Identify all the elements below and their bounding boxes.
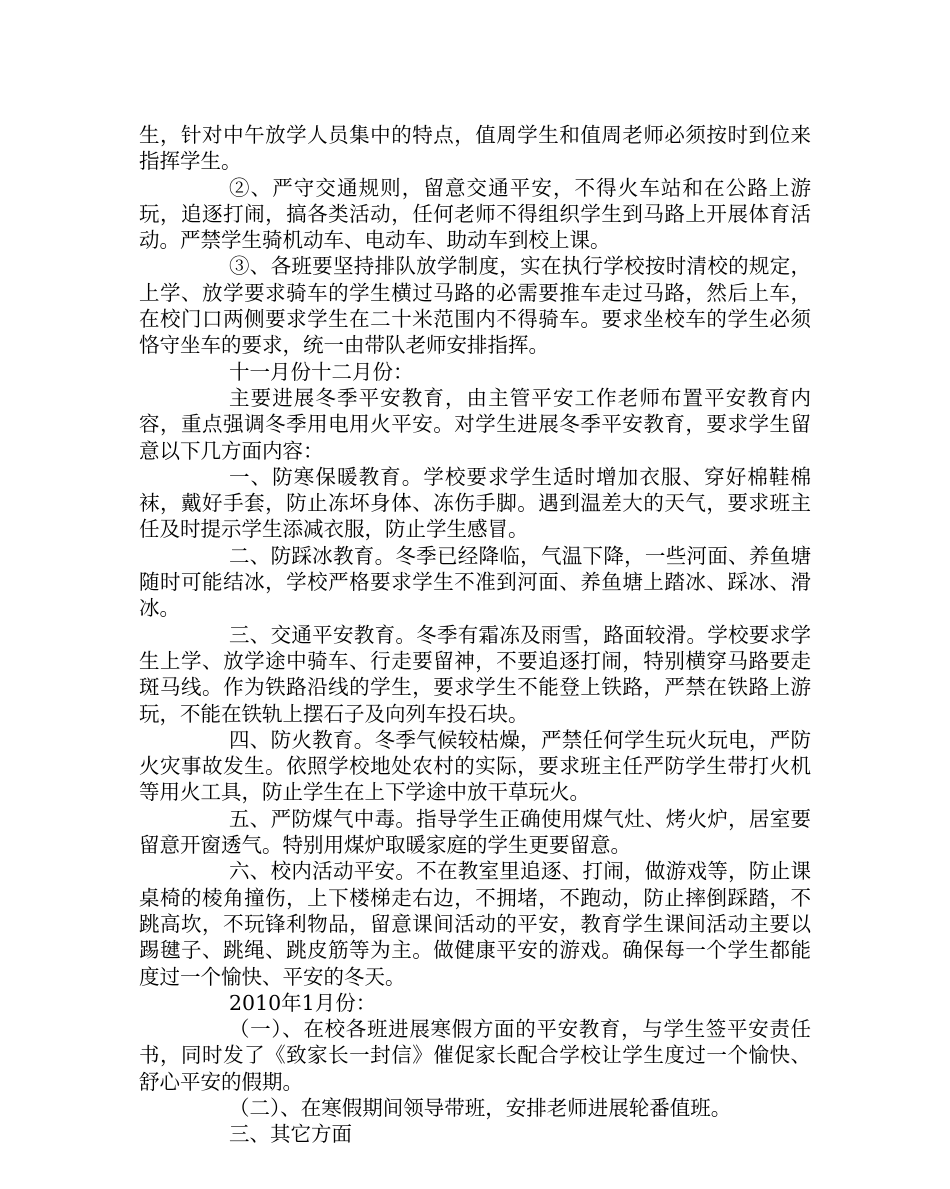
paragraph-queue-dismissal: ③、各班要坚持排队放学制度，实在执行学校按时清校的规定，上学、放学要求骑车的学生横过马路的必需要推车走过马路，然后上车，在校门口两侧要求学生在二十米范围内不得骑车。要求坐校车的学生必须恪守坐车的要求，统一由带队老师安排指挥。 bbox=[139, 254, 811, 358]
document-body bbox=[139, 122, 811, 1148]
paragraph-duty-rotation: （二）、在寒假期间领导带班，安排老师进展轮番值班。 bbox=[229, 1095, 732, 1120]
paragraph-ice-safety: 二、防踩冰教育。冬季已经降临，气温下降，一些河面、养鱼塘随时可能结冰，学校严格要求学生不准到河面、养鱼塘上踏冰、踩冰、滑冰。 bbox=[139, 543, 811, 621]
paragraph-traffic-rules: ②、严守交通规则，留意交通平安，不得火车站和在公路上游玩，追逐打闹，搞各类活动，任何老师不得组织学生到马路上开展体育活动。严禁学生骑机动车、电动车、助动车到校上课。 bbox=[139, 175, 811, 253]
paragraph-gas-poisoning: 五、严防煤气中毒。指导学生正确使用煤气灶、烤火炉，居室要留意开窗透气。特别用煤炉取暖家庭的学生更要留意。 bbox=[139, 806, 811, 858]
section-heading-other: 三、其它方面 bbox=[229, 1122, 352, 1147]
section-heading-nov-dec: 十一月份十二月份： bbox=[229, 359, 414, 384]
section-heading-jan-2010: 2010年1月份： bbox=[229, 990, 377, 1015]
paragraph-fire-prevention: 四、防火教育。冬季气候较枯燥，严禁任何学生玩火玩电，严防火灾事故发生。依照学校地处农村的实际，要求班主任严防学生带打火机等用火工具，防止学生在上下学途中放干草玩火。 bbox=[139, 727, 811, 805]
paragraph-traffic-safety: 三、交通平安教育。冬季有霜冻及雨雪，路面较滑。学校要求学生上学、放学途中骑车、行走要留神，不要追逐打闹，特别横穿马路要走斑马线。作为铁路沿线的学生，要求学生不能登上铁路，严禁在铁路上游玩，不能在铁轨上摆石子及向列车投石块。 bbox=[139, 622, 811, 726]
paragraph-duty-guidance: 生，针对中午放学人员集中的特点，值周学生和值周老师必须按时到位来指挥学生。 bbox=[139, 123, 811, 174]
paragraph-winter-safety-intro: 主要进展冬季平安教育，由主管平安工作老师布置平安教育内容，重点强调冬季用电用火平安。对学生进展冬季平安教育，要求学生留意以下几方面内容： bbox=[139, 385, 811, 463]
paragraph-cold-protection: 一、防寒保暖教育。学校要求学生适时增加衣服、穿好棉鞋棉袜，戴好手套，防止冻坏身体、冻伤手脚。遇到温差大的天气，要求班主任及时提示学生添减衣服，防止学生感冒。 bbox=[139, 464, 811, 542]
paragraph-winter-break-education: （一）、在校各班进展寒假方面的平安教育，与学生签平安责任书，同时发了《致家长一封信》催促家长配合学校让学生度过一个愉快、舒心平安的假期。 bbox=[139, 1017, 811, 1094]
paragraph-campus-activity: 六、校内活动平安。不在教室里追逐、打闹，做游戏等，防止课桌椅的棱角撞伤，上下楼梯走右边，不拥堵，不跑动，防止摔倒踩踏，不跳高坎，不玩锋利物品，留意课间活动的平安，教育学生课间活动主要以踢毽子、跳绳、跳皮筋等为主。做健康平安的游戏。确保每一个学生都能度过一个愉快、平安的冬天。 bbox=[139, 859, 811, 989]
